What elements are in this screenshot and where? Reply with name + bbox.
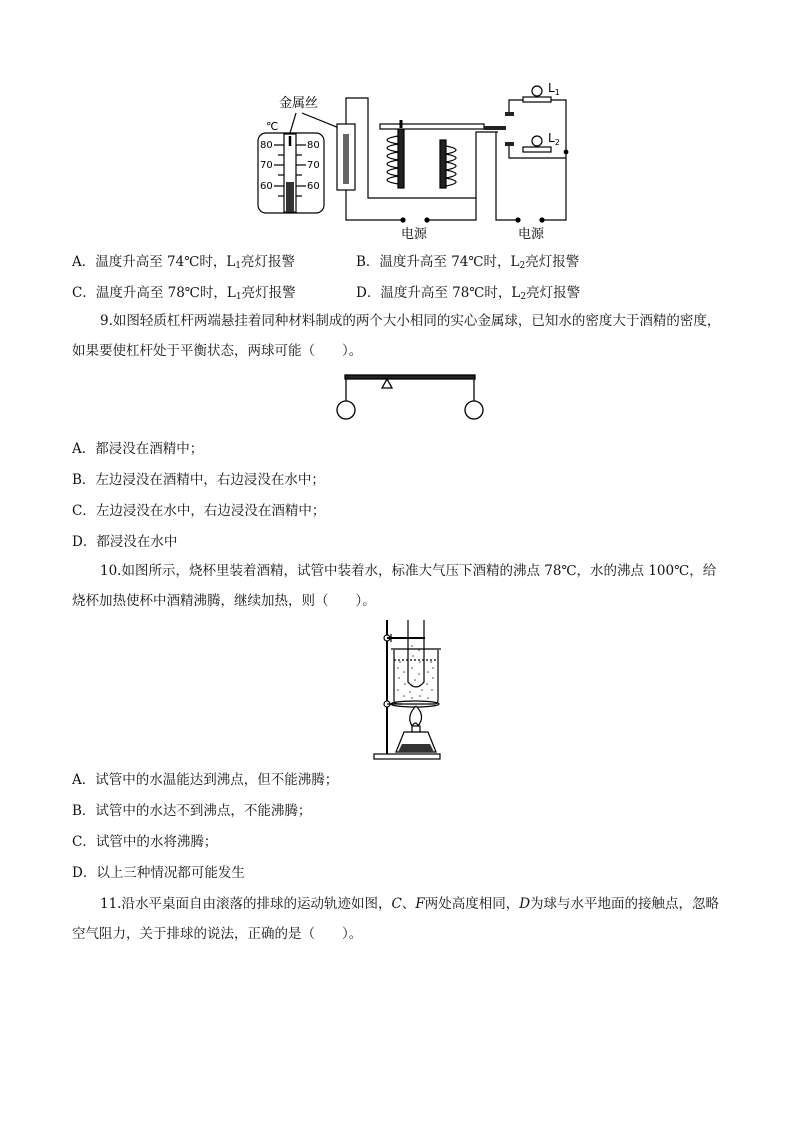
q10-stem: 10.如图所示，烧杯里装着酒精，试管中装着水，标准大气压下酒精的沸点 78℃，水的沸点 100℃，给烧杯加热使杯中酒精沸腾，继续加热，则（ ）。 xyxy=(72,563,717,609)
q9-option-a: A．都浸没在酒精中； xyxy=(72,441,204,457)
test-tube xyxy=(408,620,424,687)
q10-option-a: A．试管中的水温能达到沸点，但不能沸腾； xyxy=(72,772,339,788)
mercury-column xyxy=(286,182,294,212)
lamp-l2-bulb xyxy=(532,136,542,146)
q9-stem: 9.如图轻质杠杆两端悬挂着同种材料制成的两个大小相同的实心金属球，已知水的密度大于酒精的密度，如果要使杠杆处于平衡状态，两球可能（ ）。 xyxy=(72,313,721,359)
tick-label: 70 xyxy=(307,160,320,171)
q8-option-d: D．温度升高至 78℃时，$L_2$亮灯报警 xyxy=(356,285,581,302)
power-source-label-left: 电源 xyxy=(401,227,428,242)
q10-option-b: B．试管中的水达不到沸点，不能沸腾； xyxy=(72,803,312,819)
electromagnet-core-left xyxy=(398,128,404,188)
tick-label: 80 xyxy=(260,140,273,151)
stand-base xyxy=(374,754,440,759)
boiling-apparatus-figure xyxy=(0,616,794,766)
metal-ball-left xyxy=(337,401,355,419)
lamp-l1-label: $L_1$ xyxy=(548,81,560,97)
q10-option-d: D．以上三种情况都可能发生 xyxy=(72,865,245,881)
q8-option-b: B．温度升高至 74℃时，$L_2$亮灯报警 xyxy=(356,254,580,271)
wire-label: 金属丝 xyxy=(279,96,319,111)
power-source-label-right: 电源 xyxy=(518,227,545,242)
q10-option-c: C．试管中的水将沸腾； xyxy=(72,834,218,850)
tick-label: 60 xyxy=(307,181,320,192)
q8-option-a: A．温度升高至 74℃时，$L_1$亮灯报警 xyxy=(72,254,296,271)
flame xyxy=(410,706,422,726)
beaker xyxy=(394,650,438,704)
q9-option-b: B．左边浸没在酒精中，右边浸没在水中； xyxy=(72,472,325,488)
fulcrum xyxy=(382,379,392,388)
lever-bar xyxy=(345,375,475,379)
water-in-tube xyxy=(411,645,421,681)
celsius-unit: ℃ xyxy=(266,120,279,133)
tick-label: 60 xyxy=(260,181,273,192)
q11-stem: 11.沿水平桌面自由滚落的排球的运动轨迹如图，C、F两处高度相同，D为球与水平地面的接触点，忽略空气阻力，关于排球的说法，正确的是（ ）。 xyxy=(72,896,720,942)
q8-option-c: C．温度升高至 78℃时，$L_1$亮灯报警 xyxy=(72,285,296,302)
coil-right xyxy=(446,146,456,186)
relay-alarm-circuit-figure xyxy=(0,0,794,250)
metal-ball-right xyxy=(465,401,483,419)
tick-label: 70 xyxy=(260,160,273,171)
lamp-l2-base xyxy=(523,147,551,152)
tick-label: 80 xyxy=(307,140,320,151)
coil-left xyxy=(387,136,398,184)
lamp-l2-label: $L_2$ xyxy=(548,131,560,147)
lamp-l1-base xyxy=(523,97,551,102)
q9-option-c: C．左边浸没在水中，右边浸没在酒精中； xyxy=(72,503,326,519)
q9-option-d: D．都浸没在水中 xyxy=(72,534,178,550)
electromagnet-core-right xyxy=(440,140,446,188)
lever-balance-figure xyxy=(0,370,794,430)
armature xyxy=(380,124,484,129)
lamp-l1-bulb xyxy=(532,86,542,96)
